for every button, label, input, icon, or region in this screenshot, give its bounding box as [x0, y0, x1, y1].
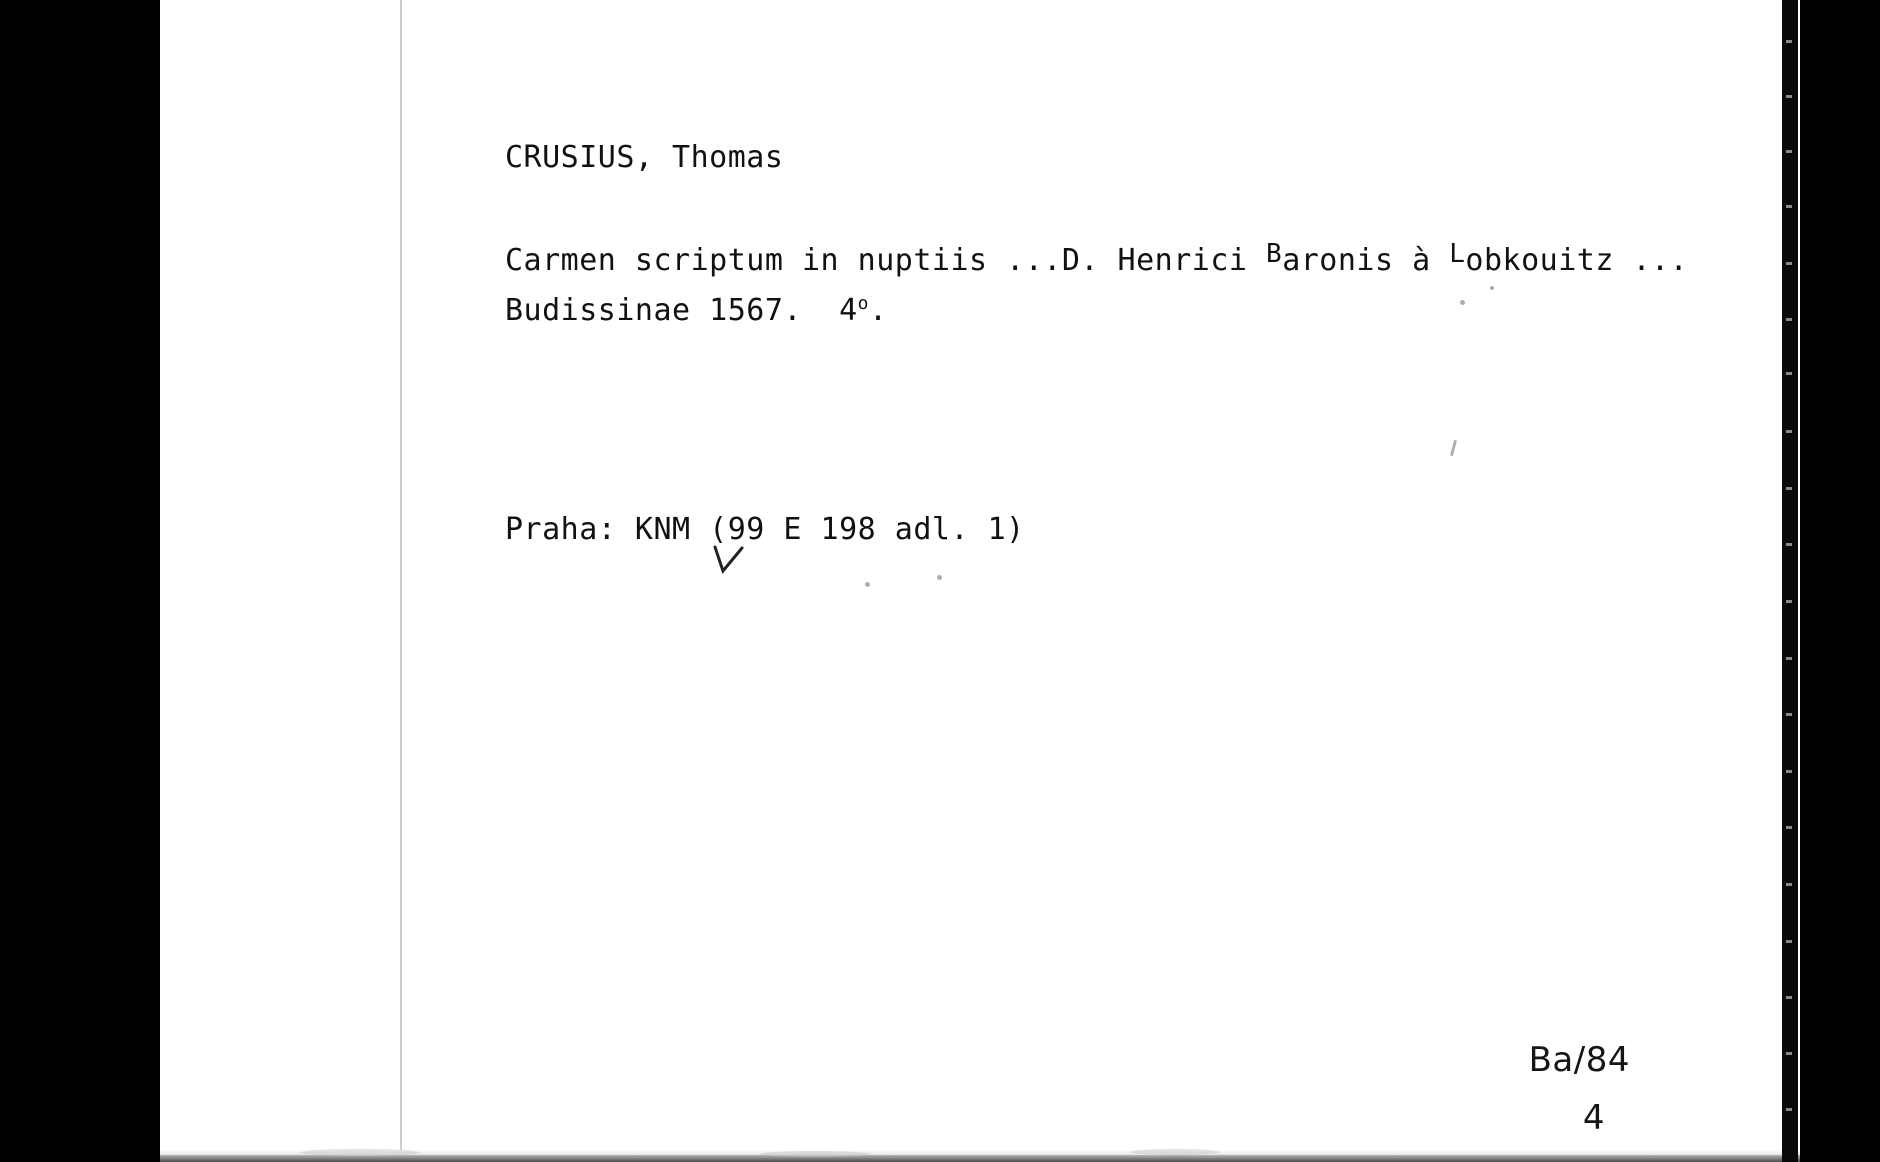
title-line-1 — [505, 239, 1689, 278]
format-superscript: o — [857, 293, 870, 314]
title-line-1-superscript-b: B — [1266, 239, 1283, 269]
catalogue-card — [160, 0, 1800, 1155]
title-line-1-post: obkouitz ... — [1465, 243, 1689, 278]
film-edge-strip — [1782, 0, 1798, 1162]
pen-check-mark — [712, 545, 746, 577]
card-smudge — [300, 1149, 420, 1156]
scan-hairline — [1450, 440, 1457, 456]
card-smudge — [760, 1151, 870, 1157]
title-line-1-pre: Carmen scriptum in nuptiis ...D. Henrici — [505, 243, 1267, 278]
dust-speck — [865, 582, 870, 587]
holding-shelfmark: Praha: KNM (99 E 198 adl. 1) — [505, 512, 1025, 547]
footer-page-number: 4 — [1582, 1098, 1605, 1138]
scan-hairline — [400, 0, 402, 1155]
title-line-2 — [505, 293, 888, 328]
dust-speck — [1490, 286, 1494, 290]
imprint-period: . — [869, 293, 888, 328]
frame-right-border — [1800, 0, 1880, 1162]
dust-speck — [937, 575, 942, 580]
footer-reference-code: Ba/84 — [1528, 1040, 1630, 1080]
dust-speck — [1460, 300, 1465, 305]
title-line-1-mid: aronis à — [1282, 243, 1450, 278]
author-heading: CRUSIUS, Thomas — [505, 140, 784, 175]
imprint-text: Budissinae 1567. 4 — [505, 293, 858, 328]
title-line-1-superscript-l: L — [1449, 239, 1466, 269]
card-smudge — [1130, 1149, 1220, 1155]
